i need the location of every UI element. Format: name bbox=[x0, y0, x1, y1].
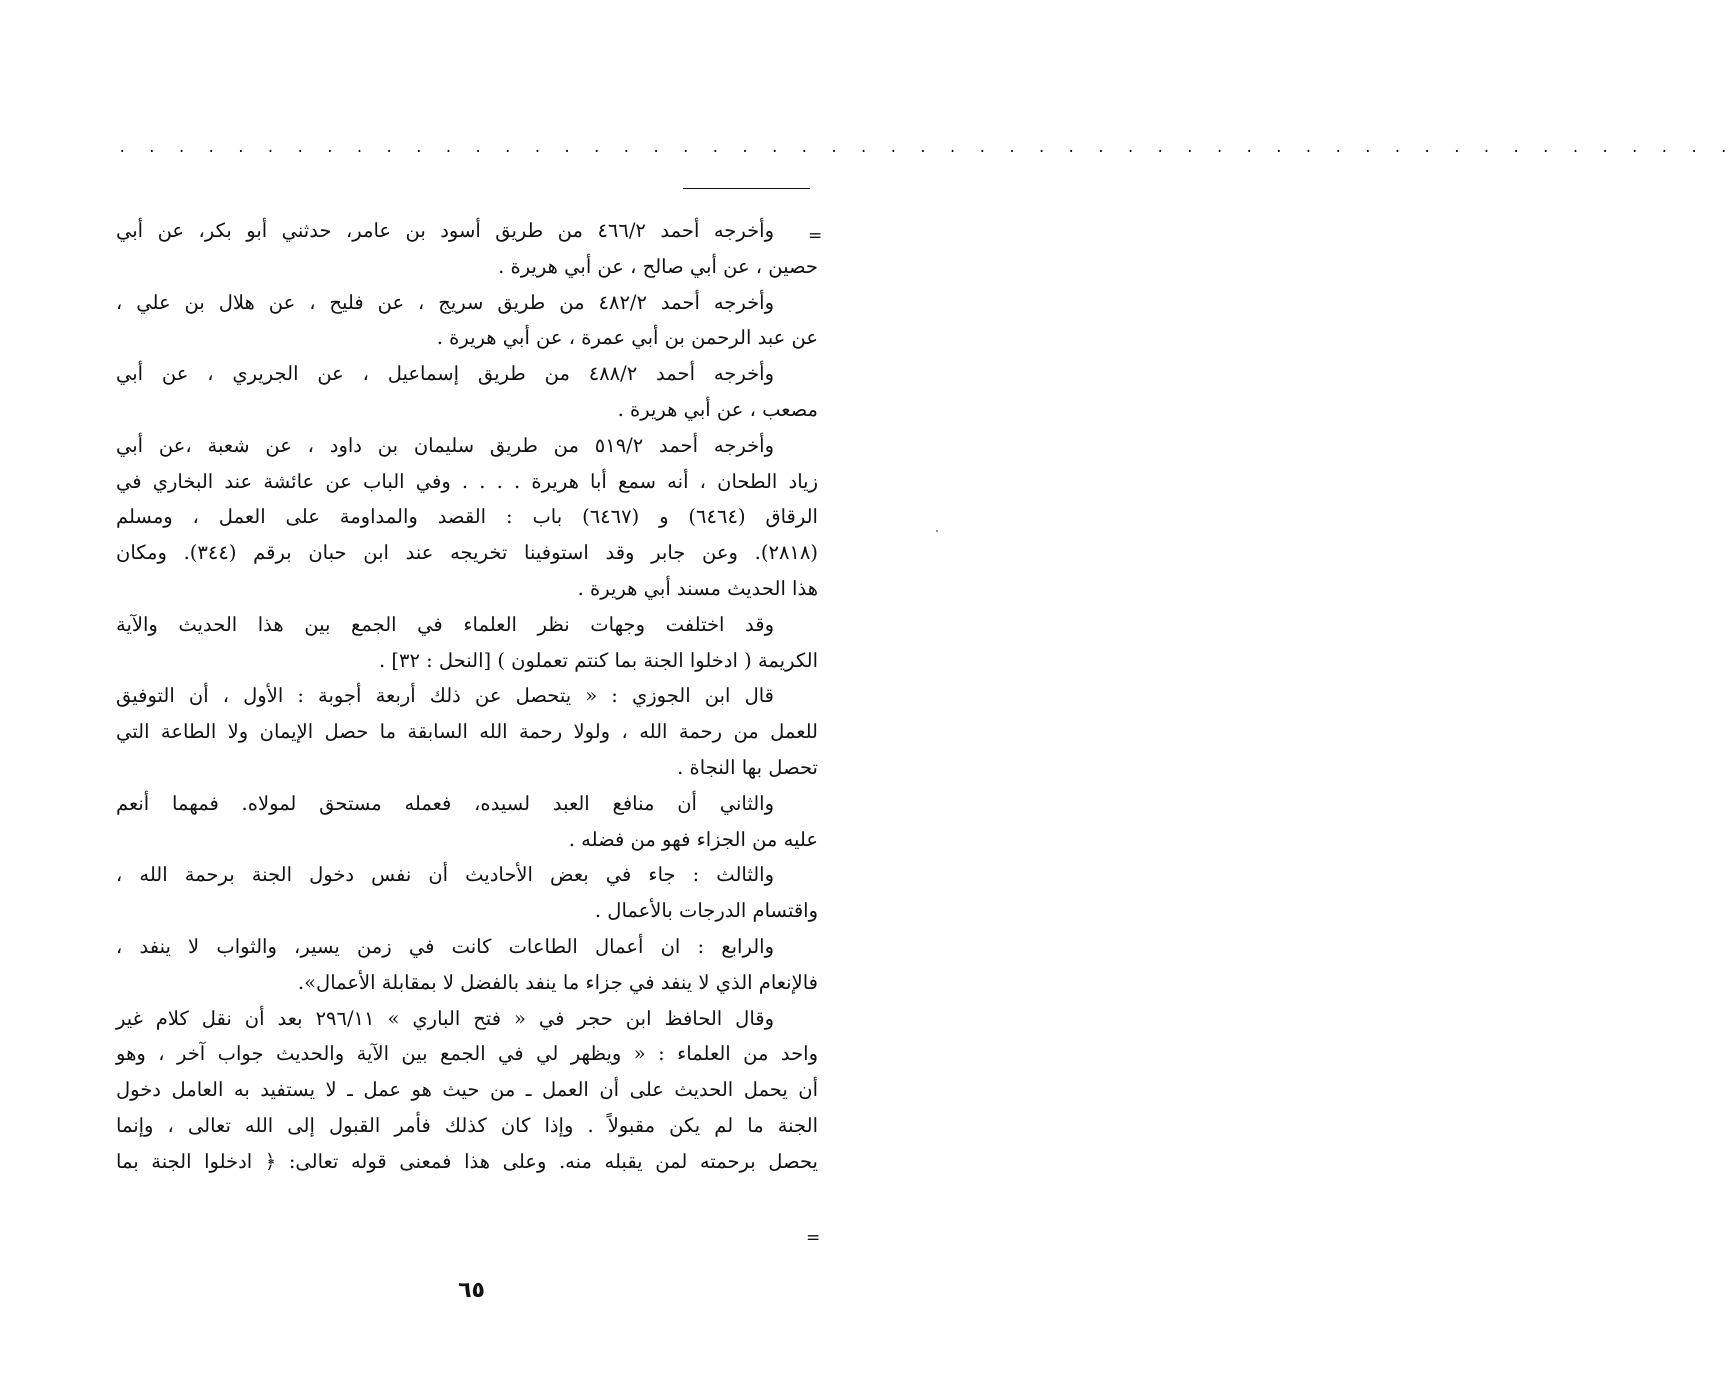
text-line: مصعب ، عن أبي هريرة . bbox=[617, 397, 818, 421]
text-line: واحد من العلماء : « ويظهر لي في الجمع بين الآية والحديث جواب آخر ، وهو bbox=[116, 1042, 818, 1066]
footnote-body bbox=[116, 213, 818, 1180]
text-line: الكريمة ( ادخلوا الجنة بما كنتم تعملون ) [النحل : ٣٢] . bbox=[378, 648, 818, 672]
text-line: والثاني أن منافع العبد لسيده، فعمله مستحق لمولاه. فمهما أنعم bbox=[116, 791, 774, 815]
text-line: وقد اختلفت وجهات نظر العلماء في الجمع بين هذا الحديث والآية bbox=[116, 612, 774, 636]
text-line: والرابع : ان أعمال الطاعات كانت في زمن يسير، والثواب لا ينفد ، bbox=[116, 934, 774, 958]
paragraph-9 bbox=[116, 929, 818, 1001]
text-line: الجنة ما لم يكن مقبولاً . وإذا كان كذلك فأمر القبول إلى الله تعالى ، وإنما bbox=[116, 1113, 818, 1137]
text-line: (٢٨١٨). وعن جابر وقد استوفينا تخريجه عند ابن حبان برقم (٣٤٤). ومكان bbox=[116, 541, 818, 565]
text-line: يحصل برحمته لمن يقبله منه. وعلى هذا فمعنى قوله تعالى: ﴿ ادخلوا الجنة بما bbox=[116, 1149, 818, 1173]
text-line: واقتسام الدرجات بالأعمال . bbox=[594, 899, 818, 923]
text-line: أن يحمل الحديث على أن العمل ـ من حيث هو عمل ـ لا يستفيد به العامل دخول bbox=[116, 1078, 818, 1102]
paragraph-10 bbox=[116, 1001, 818, 1180]
text-line: فالإنعام الذي لا ينفد في جزاء ما ينفد بالفضل لا بمقابلة الأعمال». bbox=[297, 970, 818, 994]
text-line: الرقاق (٦٤٦٤) و (٦٤٦٧) باب : القصد والمداومة على العمل ، ومسلم bbox=[116, 505, 818, 529]
text-line: والثالث : جاء في بعض الأحاديث أن نفس دخول الجنة برحمة الله ، bbox=[116, 863, 774, 887]
text-line: قال ابن الجوزي : « يتحصل عن ذلك أربعة أجوبة : الأول ، أن التوفيق bbox=[116, 684, 774, 708]
continuation-mark-end: = bbox=[806, 1228, 821, 1248]
text-line: وأخرجه أحمد ٤٨٨/٢ من طريق إسماعيل ، عن الجريري ، عن أبي bbox=[116, 362, 774, 386]
paragraph-8 bbox=[116, 857, 818, 929]
paragraph-4 bbox=[116, 428, 818, 607]
text-line: عن عبد الرحمن بن أبي عمرة ، عن أبي هريرة . bbox=[436, 326, 818, 350]
scan-margin-speck bbox=[936, 530, 938, 532]
text-line: زياد الطحان ، أنه سمع أبا هريرة . . . . وفي الباب عن عائشة عند البخاري في bbox=[116, 469, 818, 493]
footnote-separator-line bbox=[683, 188, 810, 189]
page-number: ٦٥ bbox=[458, 1278, 485, 1303]
continuation-mark-start: = bbox=[808, 226, 823, 246]
paragraph-2 bbox=[116, 285, 818, 357]
text-line: للعمل من رحمة الله ، ولولا رحمة الله السابقة ما حصل الإيمان ولا الطاعة التي bbox=[116, 720, 818, 744]
paragraph-7 bbox=[116, 786, 818, 858]
paragraph-6 bbox=[116, 678, 818, 785]
paragraph-5 bbox=[116, 607, 818, 679]
paragraph-1 bbox=[116, 213, 818, 285]
text-line: وقال الحافظ ابن حجر في « فتح الباري » ٢٩٦/١١ بعد أن نقل كلام غير bbox=[116, 1006, 774, 1030]
text-line: وأخرجه أحمد ٤٦٦/٢ من طريق أسود بن عامر، حدثني أبو بكر، عن أبي bbox=[116, 219, 774, 242]
text-line: تحصل بها النجاة . bbox=[677, 755, 818, 779]
text-line: وأخرجه أحمد ٤٨٢/٢ من طريق سريج ، عن فليح ، عن هلال بن علي ، bbox=[116, 290, 774, 314]
header-dotted-rule: . . . . . . . . . . . . . . . . . . . . . . . . . . . . . . . . . . . . . . . . . . . . . . . . . . . . . . . bbox=[118, 140, 1734, 156]
text-line: حصين ، عن أبي صالح ، عن أبي هريرة . bbox=[498, 254, 818, 278]
text-line: وأخرجه أحمد ٥١٩/٢ من طريق سليمان بن داود ، عن شعبة ،عن أبي bbox=[116, 433, 774, 457]
paragraph-3 bbox=[116, 356, 818, 428]
text-line: هذا الحديث مسند أبي هريرة . bbox=[577, 576, 818, 600]
text-line: عليه من الجزاء فهو من فضله . bbox=[568, 827, 818, 851]
